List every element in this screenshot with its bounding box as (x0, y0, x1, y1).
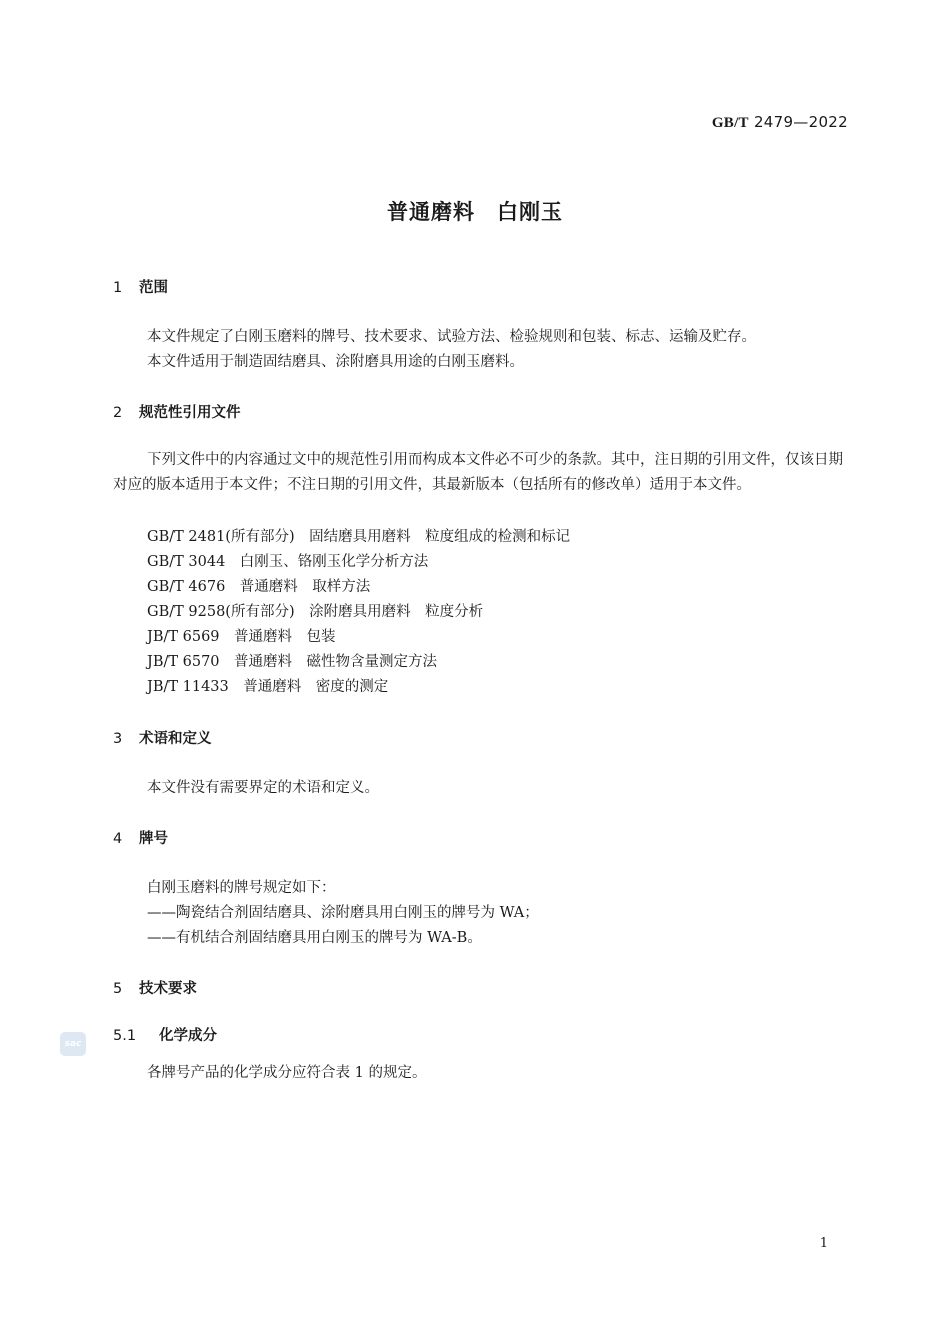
reference-item: JB/T 11433 普通磨料 密度的测定 (147, 679, 389, 695)
section-3-heading (113, 727, 212, 748)
section-number: 3 (113, 731, 123, 747)
section-1-paragraph-1: 本文件规定了白刚玉磨料的牌号、技术要求、试验方法、检验规则和包装、标志、运输及贮存。 (147, 329, 756, 345)
section-5-heading (113, 977, 197, 998)
section-number: 5.1 (113, 1028, 137, 1044)
sac-watermark-logo: sac (60, 1032, 86, 1056)
reference-item: GB/T 2481(所有部分) 固结磨具用磨料 粒度组成的检测和标记 (147, 529, 571, 545)
section-title: 化学成分 (159, 1028, 217, 1044)
section-4-heading (113, 827, 168, 848)
section-title: 牌号 (139, 831, 168, 847)
reference-item: JB/T 6569 普通磨料 包装 (147, 629, 336, 645)
standard-prefix: GB/T (711, 115, 749, 131)
section-title: 技术要求 (139, 981, 197, 997)
section-3-paragraph: 本文件没有需要界定的术语和定义。 (147, 780, 379, 796)
standard-number: 2479—2022 (753, 113, 848, 131)
standard-code (712, 113, 848, 132)
section-title: 术语和定义 (139, 731, 212, 747)
reference-item: GB/T 9258(所有部分) 涂附磨具用磨料 粒度分析 (147, 604, 484, 620)
section-1-heading (113, 276, 168, 297)
section-title: 范围 (139, 280, 168, 296)
section-number: 2 (113, 405, 123, 421)
page-number: 1 (819, 1236, 828, 1251)
section-number: 4 (113, 831, 123, 847)
section-2-heading (113, 401, 241, 422)
section-number: 1 (113, 280, 123, 296)
reference-item: GB/T 4676 普通磨料 取样方法 (147, 579, 371, 595)
reference-item: JB/T 6570 普通磨料 磁性物含量测定方法 (147, 654, 438, 670)
section-4-paragraph: 白刚玉磨料的牌号规定如下： (147, 880, 336, 896)
section-2-intro: 下列文件中的内容通过文中的规范性引用而构成本文件必不可少的条款。其中，注日期的引用文件，仅该日期对应的版本适用于本文件；不注日期的引用文件，其最新版本（包括所有的修改单）适用于本文件。 (113, 452, 843, 493)
section-number: 5 (113, 981, 123, 997)
section-5-1-heading (113, 1024, 217, 1045)
section-title: 规范性引用文件 (139, 405, 241, 421)
list-item: ——陶瓷结合剂固结磨具、涂附磨具用白刚玉的牌号为 WA； (147, 905, 539, 921)
list-item: ——有机结合剂固结磨具用白刚玉的牌号为 WA-B。 (147, 930, 482, 946)
section-1-paragraph-2: 本文件适用于制造固结磨具、涂附磨具用途的白刚玉磨料。 (147, 354, 524, 370)
reference-item: GB/T 3044 白刚玉、铬刚玉化学分析方法 (147, 554, 429, 570)
document-title: 普通磨料 白刚玉 (387, 200, 563, 224)
section-5-1-paragraph: 各牌号产品的化学成分应符合表 1 的规定。 (147, 1065, 427, 1081)
